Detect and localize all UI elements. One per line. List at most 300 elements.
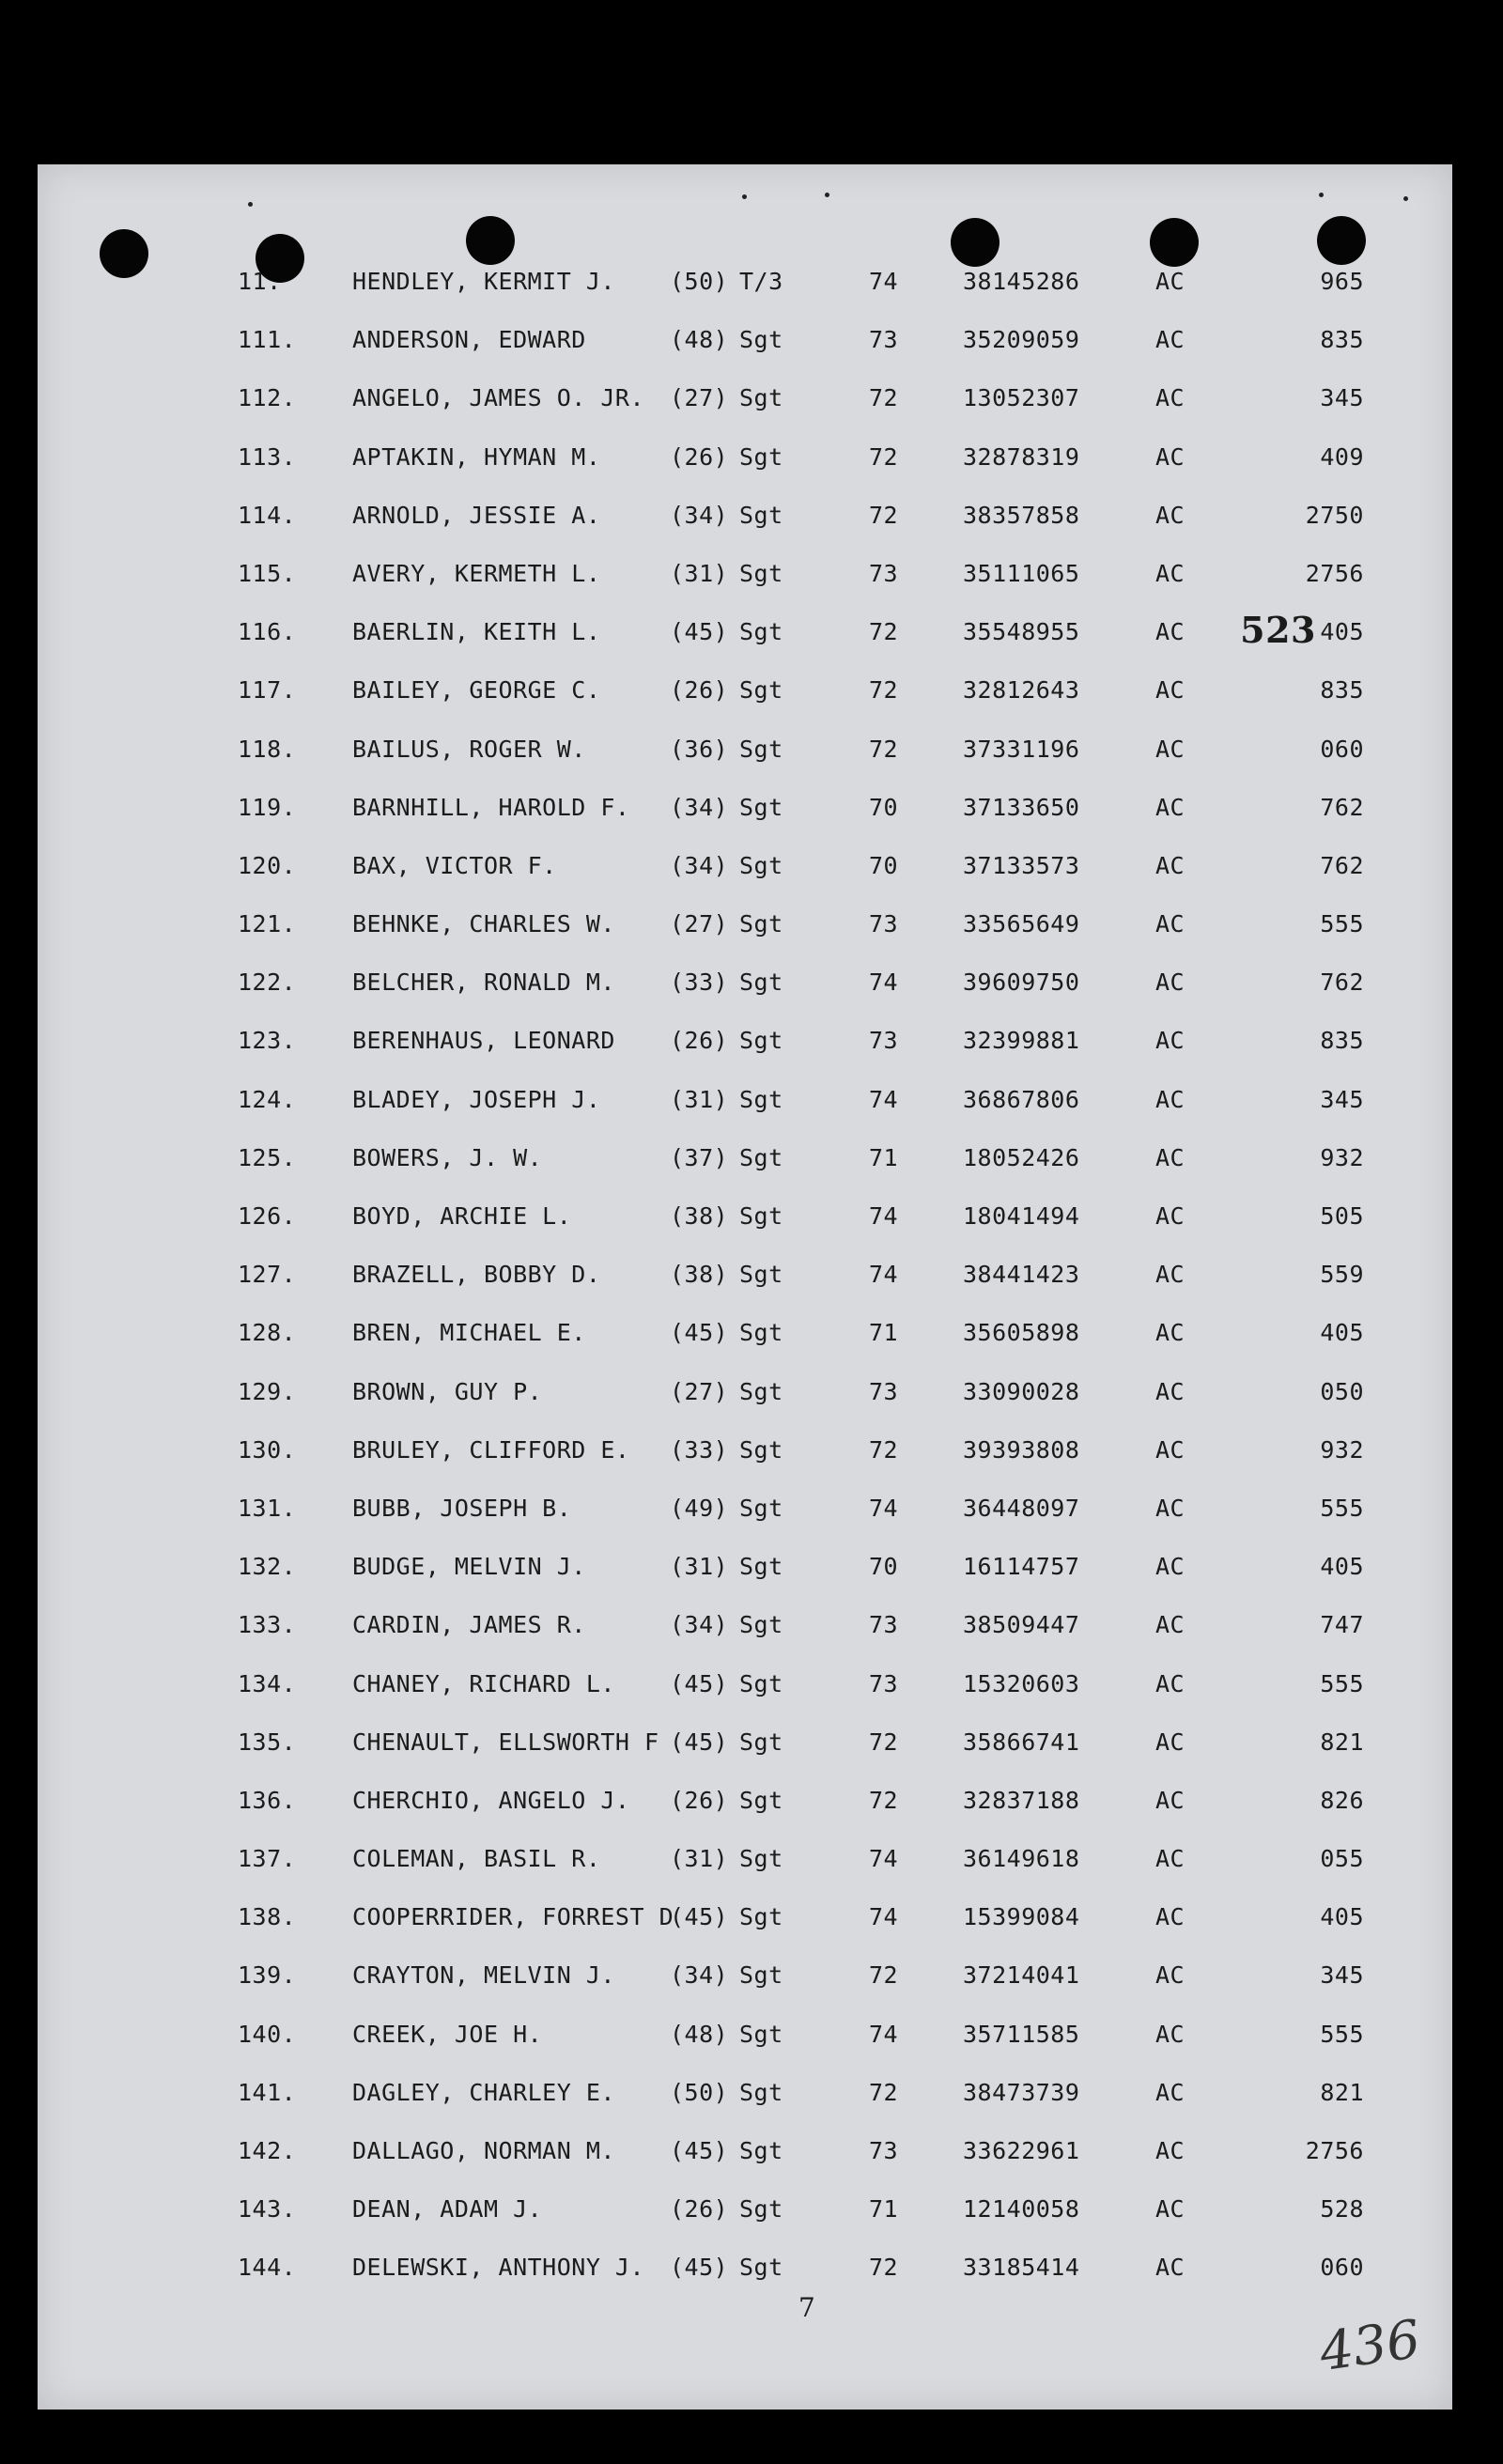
roster-num: 142.: [238, 2137, 297, 2164]
roster-num: 122.: [238, 969, 297, 997]
roster-num: 111.: [238, 326, 297, 354]
roster-name: BAX, VICTOR F.: [352, 851, 557, 879]
roster-name: DEAN, ADAM J.: [352, 2195, 543, 2224]
roster-code: 72: [869, 1786, 899, 1814]
roster-num: 141.: [238, 2078, 297, 2106]
roster-arm: AC: [1155, 1377, 1185, 1405]
roster-serial: 33565649: [963, 910, 1080, 938]
roster-grade: Sgt: [739, 2254, 783, 2282]
roster-serial: 35605898: [963, 1319, 1080, 1347]
roster-serial: 39393808: [963, 1435, 1080, 1464]
roster-code: 73: [869, 1027, 899, 1055]
roster-mos: 2756: [1305, 559, 1364, 587]
roster-name: BAERLIN, KEITH L.: [352, 618, 601, 646]
roster-age: (34): [670, 1961, 729, 1990]
roster-code: 72: [869, 1728, 899, 1756]
roster-arm: AC: [1155, 851, 1185, 879]
roster-age: (27): [670, 384, 729, 412]
roster-mos: 405: [1320, 1553, 1364, 1581]
roster-num: 121.: [238, 910, 297, 938]
roster-grade: Sgt: [739, 559, 783, 587]
roster-mos: 2750: [1305, 501, 1364, 529]
roster-num: 135.: [238, 1728, 297, 1756]
roster-mos: 835: [1320, 326, 1364, 354]
roster-row: [38, 2004, 1452, 2062]
roster-mos: 345: [1320, 384, 1364, 412]
roster-mos: 505: [1320, 1202, 1364, 1230]
roster-name: BOYD, ARCHIE L.: [352, 1202, 572, 1230]
roster-grade: Sgt: [739, 1261, 783, 1289]
roster-code: 73: [869, 1669, 899, 1697]
roster-serial: 33622961: [963, 2137, 1080, 2164]
roster-grade: Sgt: [739, 442, 783, 471]
roster-code: 72: [869, 442, 899, 471]
roster-age: (45): [670, 1903, 729, 1931]
roster-code: 72: [869, 2254, 899, 2282]
roster-mos: 965: [1320, 268, 1364, 295]
ink-speck: [1403, 196, 1408, 201]
roster-row: [38, 485, 1452, 543]
roster-arm: AC: [1155, 2137, 1185, 2164]
roster-num: 119.: [238, 793, 297, 821]
roster-row: [38, 2120, 1452, 2178]
roster-grade: Sgt: [739, 326, 783, 354]
roster-code: 70: [869, 1553, 899, 1581]
roster-mos: 835: [1320, 676, 1364, 705]
roster-name: ARNOLD, JESSIE A.: [352, 501, 601, 529]
roster-age: (45): [670, 618, 729, 646]
roster-mos: 821: [1320, 1728, 1364, 1756]
roster-grade: Sgt: [739, 1027, 783, 1055]
ink-speck: [1319, 193, 1324, 197]
roster-mos: 405: [1320, 618, 1364, 646]
roster-grade: Sgt: [739, 1553, 783, 1581]
roster-arm: AC: [1155, 1143, 1185, 1171]
roster-serial: 39609750: [963, 969, 1080, 997]
roster-row: [38, 1419, 1452, 1478]
roster-arm: AC: [1155, 1786, 1185, 1814]
roster-row: [38, 2237, 1452, 2295]
roster-name: HENDLEY, KERMIT J.: [352, 268, 615, 295]
roster-mos: 932: [1320, 1143, 1364, 1171]
roster-num: 115.: [238, 559, 297, 587]
roster-code: 72: [869, 2078, 899, 2106]
roster-num: 113.: [238, 442, 297, 471]
roster-code: 72: [869, 501, 899, 529]
roster-code: 72: [869, 1961, 899, 1990]
roster-serial: 33090028: [963, 1377, 1080, 1405]
roster-num: 143.: [238, 2195, 297, 2224]
roster-age: (26): [670, 676, 729, 705]
roster-name: CHERCHIO, ANGELO J.: [352, 1786, 630, 1814]
roster-serial: 37133650: [963, 793, 1080, 821]
roster-code: 72: [869, 676, 899, 705]
roster-mos: 559: [1320, 1261, 1364, 1289]
roster-mos: 050: [1320, 1377, 1364, 1405]
roster-num: 130.: [238, 1435, 297, 1464]
roster-grade: Sgt: [739, 910, 783, 938]
roster-num: 11.: [238, 268, 282, 295]
roster-age: (33): [670, 1435, 729, 1464]
roster-age: (49): [670, 1494, 729, 1522]
roster-name: CREEK, JOE H.: [352, 2020, 543, 2048]
roster-mos: 345: [1320, 1961, 1364, 1990]
roster-row: [38, 1127, 1452, 1186]
roster-code: 72: [869, 618, 899, 646]
roster-num: 138.: [238, 1903, 297, 1931]
roster-num: 126.: [238, 1202, 297, 1230]
roster-arm: AC: [1155, 1611, 1185, 1639]
roster-arm: AC: [1155, 1027, 1185, 1055]
roster-num: 131.: [238, 1494, 297, 1522]
roster-row: [38, 1770, 1452, 1828]
ink-speck: [248, 202, 253, 207]
roster-mos: 060: [1320, 735, 1364, 763]
roster-name: ANGELO, JAMES O. JR.: [352, 384, 645, 412]
roster-row: [38, 1536, 1452, 1594]
roster-age: (26): [670, 2195, 729, 2224]
roster-arm: AC: [1155, 1728, 1185, 1756]
roster-num: 132.: [238, 1553, 297, 1581]
roster-name: APTAKIN, HYMAN M.: [352, 442, 601, 471]
roster-grade: Sgt: [739, 1202, 783, 1230]
roster-arm: AC: [1155, 559, 1185, 587]
roster-serial: 18041494: [963, 1202, 1080, 1230]
roster-name: CRAYTON, MELVIN J.: [352, 1961, 615, 1990]
roster-code: 74: [869, 969, 899, 997]
roster-serial: 38357858: [963, 501, 1080, 529]
roster-code: 71: [869, 1143, 899, 1171]
roster-age: (31): [670, 1085, 729, 1113]
roster-code: 74: [869, 2020, 899, 2048]
roster-code: 74: [869, 1085, 899, 1113]
roster-mos: 405: [1320, 1903, 1364, 1931]
roster-row: [38, 1945, 1452, 2003]
roster-name: COOPERRIDER, FORREST D: [352, 1903, 674, 1931]
roster-mos: 826: [1320, 1786, 1364, 1814]
roster-row: [38, 1302, 1452, 1360]
roster-serial: 15399084: [963, 1903, 1080, 1931]
roster-row: [38, 1361, 1452, 1419]
roster-num: 128.: [238, 1319, 297, 1347]
roster-name: BAILUS, ROGER W.: [352, 735, 586, 763]
roster-name: BRAZELL, BOBBY D.: [352, 1261, 601, 1289]
roster-row: [38, 777, 1452, 835]
roster-code: 72: [869, 1435, 899, 1464]
roster-arm: AC: [1155, 2020, 1185, 2048]
roster-grade: Sgt: [739, 1786, 783, 1814]
roster-code: 74: [869, 268, 899, 295]
roster-grade: Sgt: [739, 1377, 783, 1405]
roster-num: 136.: [238, 1786, 297, 1814]
roster-num: 120.: [238, 851, 297, 879]
roster-row: [38, 1886, 1452, 1945]
roster-grade: Sgt: [739, 2195, 783, 2224]
roster-age: (48): [670, 326, 729, 354]
roster-num: 144.: [238, 2254, 297, 2282]
roster-arm: AC: [1155, 268, 1185, 295]
roster-grade: Sgt: [739, 1728, 783, 1756]
roster-name: BROWN, GUY P.: [352, 1377, 543, 1405]
roster-row: [38, 835, 1452, 893]
roster-grade: Sgt: [739, 384, 783, 412]
roster-grade: Sgt: [739, 969, 783, 997]
roster-grade: Sgt: [739, 2137, 783, 2164]
roster-mos: 747: [1320, 1611, 1364, 1639]
roster-age: (27): [670, 910, 729, 938]
roster-serial: 32837188: [963, 1786, 1080, 1814]
roster-age: (27): [670, 1377, 729, 1405]
roster-arm: AC: [1155, 1435, 1185, 1464]
roster-serial: 15320603: [963, 1669, 1080, 1697]
roster-age: (33): [670, 969, 729, 997]
roster-grade: Sgt: [739, 1903, 783, 1931]
roster-num: 129.: [238, 1377, 297, 1405]
roster-code: 74: [869, 1202, 899, 1230]
roster-code: 72: [869, 384, 899, 412]
ink-speck: [742, 194, 747, 199]
roster-name: BRULEY, CLIFFORD E.: [352, 1435, 630, 1464]
roster-age: (31): [670, 1553, 729, 1581]
roster-age: (45): [670, 1319, 729, 1347]
roster-serial: 18052426: [963, 1143, 1080, 1171]
roster-age: (50): [670, 2078, 729, 2106]
roster-grade: Sgt: [739, 1611, 783, 1639]
roster-name: BUBB, JOSEPH B.: [352, 1494, 572, 1522]
roster-mos: 2756: [1305, 2137, 1364, 2164]
roster-serial: 38145286: [963, 268, 1080, 295]
roster-grade: Sgt: [739, 1669, 783, 1697]
roster-grade: Sgt: [739, 501, 783, 529]
roster-mos: 762: [1320, 793, 1364, 821]
roster-name: BELCHER, RONALD M.: [352, 969, 615, 997]
roster-row: [38, 952, 1452, 1010]
roster-serial: 37331196: [963, 735, 1080, 763]
roster-age: (50): [670, 268, 729, 295]
roster-row: [38, 1186, 1452, 1244]
roster-code: 74: [869, 1845, 899, 1873]
roster-code: 73: [869, 910, 899, 938]
roster-mos: 762: [1320, 851, 1364, 879]
roster-mos: 762: [1320, 969, 1364, 997]
roster-mos: 555: [1320, 2020, 1364, 2048]
roster-row: [38, 309, 1452, 367]
roster-list: [38, 251, 1452, 2296]
roster-arm: AC: [1155, 1553, 1185, 1581]
roster-row: [38, 543, 1452, 601]
roster-name: BAILEY, GEORGE C.: [352, 676, 601, 705]
document-sheet: [38, 164, 1452, 2410]
roster-code: 71: [869, 1319, 899, 1347]
roster-mos: 555: [1320, 1494, 1364, 1522]
ink-speck: [825, 193, 829, 197]
roster-arm: AC: [1155, 1202, 1185, 1230]
roster-arm: AC: [1155, 793, 1185, 821]
roster-code: 73: [869, 559, 899, 587]
roster-mos: 055: [1320, 1845, 1364, 1873]
roster-mos: 405: [1320, 1319, 1364, 1347]
roster-age: (38): [670, 1202, 729, 1230]
roster-row: [38, 367, 1452, 426]
roster-arm: AC: [1155, 442, 1185, 471]
roster-grade: Sgt: [739, 676, 783, 705]
roster-num: 139.: [238, 1961, 297, 1990]
roster-age: (36): [670, 735, 729, 763]
roster-serial: 35866741: [963, 1728, 1080, 1756]
roster-grade: Sgt: [739, 2078, 783, 2106]
roster-arm: AC: [1155, 676, 1185, 705]
roster-num: 112.: [238, 384, 297, 412]
roster-name: BLADEY, JOSEPH J.: [352, 1085, 601, 1113]
roster-num: 124.: [238, 1085, 297, 1113]
roster-name: CHANEY, RICHARD L.: [352, 1669, 615, 1697]
roster-code: 74: [869, 1261, 899, 1289]
roster-age: (45): [670, 2254, 729, 2282]
roster-row: [38, 1069, 1452, 1127]
roster-num: 127.: [238, 1261, 297, 1289]
page-number: 7: [798, 2292, 815, 2323]
roster-mos: 555: [1320, 910, 1364, 938]
roster-num: 118.: [238, 735, 297, 763]
roster-mos: 835: [1320, 1027, 1364, 1055]
roster-mos: 821: [1320, 2078, 1364, 2106]
roster-arm: AC: [1155, 2195, 1185, 2224]
roster-name: BOWERS, J. W.: [352, 1143, 543, 1171]
roster-code: 70: [869, 793, 899, 821]
stamped-number: 523: [1240, 609, 1316, 652]
roster-grade: Sgt: [739, 851, 783, 879]
roster-name: COLEMAN, BASIL R.: [352, 1845, 601, 1873]
roster-code: 74: [869, 1903, 899, 1931]
roster-num: 116.: [238, 618, 297, 646]
roster-mos: 409: [1320, 442, 1364, 471]
roster-arm: AC: [1155, 1261, 1185, 1289]
roster-name: DELEWSKI, ANTHONY J.: [352, 2254, 645, 2282]
roster-num: 117.: [238, 676, 297, 705]
roster-serial: 37133573: [963, 851, 1080, 879]
roster-grade: Sgt: [739, 735, 783, 763]
roster-arm: AC: [1155, 2254, 1185, 2282]
roster-name: BARNHILL, HAROLD F.: [352, 793, 630, 821]
roster-name: DAGLEY, CHARLEY E.: [352, 2078, 615, 2106]
roster-mos: 555: [1320, 1669, 1364, 1697]
roster-mos: 932: [1320, 1435, 1364, 1464]
roster-code: 73: [869, 1611, 899, 1639]
roster-grade: Sgt: [739, 1435, 783, 1464]
roster-name: ANDERSON, EDWARD: [352, 326, 586, 354]
roster-serial: 38473739: [963, 2078, 1080, 2106]
roster-serial: 35711585: [963, 2020, 1080, 2048]
roster-age: (34): [670, 501, 729, 529]
roster-name: AVERY, KERMETH L.: [352, 559, 601, 587]
roster-row: [38, 2178, 1452, 2237]
handwritten-number: 436: [1315, 2308, 1424, 2384]
roster-code: 73: [869, 2137, 899, 2164]
roster-num: 114.: [238, 501, 297, 529]
roster-serial: 35111065: [963, 559, 1080, 587]
roster-mos: 345: [1320, 1085, 1364, 1113]
roster-num: 123.: [238, 1027, 297, 1055]
roster-grade: Sgt: [739, 793, 783, 821]
roster-name: DALLAGO, NORMAN M.: [352, 2137, 615, 2164]
roster-num: 134.: [238, 1669, 297, 1697]
roster-arm: AC: [1155, 969, 1185, 997]
roster-row: [38, 601, 1452, 659]
roster-row: [38, 659, 1452, 718]
roster-grade: Sgt: [739, 618, 783, 646]
roster-grade: Sgt: [739, 2020, 783, 2048]
roster-row: [38, 251, 1452, 309]
roster-arm: AC: [1155, 618, 1185, 646]
roster-mos: 060: [1320, 2254, 1364, 2282]
roster-arm: AC: [1155, 1903, 1185, 1931]
roster-serial: 33185414: [963, 2254, 1080, 2282]
roster-serial: 36149618: [963, 1845, 1080, 1873]
roster-row: [38, 1244, 1452, 1302]
roster-row: [38, 1478, 1452, 1536]
roster-grade: T/3: [739, 268, 783, 295]
roster-arm: AC: [1155, 1085, 1185, 1113]
roster-arm: AC: [1155, 1669, 1185, 1697]
roster-age: (34): [670, 851, 729, 879]
roster-code: 71: [869, 2195, 899, 2224]
roster-serial: 32399881: [963, 1027, 1080, 1055]
roster-serial: 37214041: [963, 1961, 1080, 1990]
roster-serial: 38509447: [963, 1611, 1080, 1639]
roster-age: (26): [670, 442, 729, 471]
roster-code: 74: [869, 1494, 899, 1522]
roster-name: BUDGE, MELVIN J.: [352, 1553, 586, 1581]
roster-num: 137.: [238, 1845, 297, 1873]
roster-serial: 35548955: [963, 618, 1080, 646]
roster-serial: 35209059: [963, 326, 1080, 354]
roster-age: (48): [670, 2020, 729, 2048]
roster-code: 73: [869, 326, 899, 354]
roster-age: (38): [670, 1261, 729, 1289]
roster-code: 73: [869, 1377, 899, 1405]
roster-serial: 38441423: [963, 1261, 1080, 1289]
roster-arm: AC: [1155, 326, 1185, 354]
roster-name: CARDIN, JAMES R.: [352, 1611, 586, 1639]
roster-age: (45): [670, 2137, 729, 2164]
roster-arm: AC: [1155, 1961, 1185, 1990]
roster-row: [38, 1594, 1452, 1652]
roster-arm: AC: [1155, 2078, 1185, 2106]
roster-serial: 13052307: [963, 384, 1080, 412]
roster-age: (34): [670, 793, 729, 821]
roster-num: 133.: [238, 1611, 297, 1639]
roster-age: (31): [670, 559, 729, 587]
roster-grade: Sgt: [739, 1494, 783, 1522]
roster-row: [38, 2062, 1452, 2120]
roster-serial: 36448097: [963, 1494, 1080, 1522]
roster-code: 70: [869, 851, 899, 879]
roster-row: [38, 893, 1452, 952]
roster-age: (31): [670, 1845, 729, 1873]
roster-row: [38, 719, 1452, 777]
roster-grade: Sgt: [739, 1961, 783, 1990]
roster-arm: AC: [1155, 501, 1185, 529]
roster-name: BEHNKE, CHARLES W.: [352, 910, 615, 938]
roster-serial: 16114757: [963, 1553, 1080, 1581]
roster-code: 72: [869, 735, 899, 763]
roster-grade: Sgt: [739, 1085, 783, 1113]
roster-age: (26): [670, 1786, 729, 1814]
roster-row: [38, 1828, 1452, 1886]
roster-arm: AC: [1155, 735, 1185, 763]
roster-row: [38, 1010, 1452, 1068]
roster-arm: AC: [1155, 384, 1185, 412]
